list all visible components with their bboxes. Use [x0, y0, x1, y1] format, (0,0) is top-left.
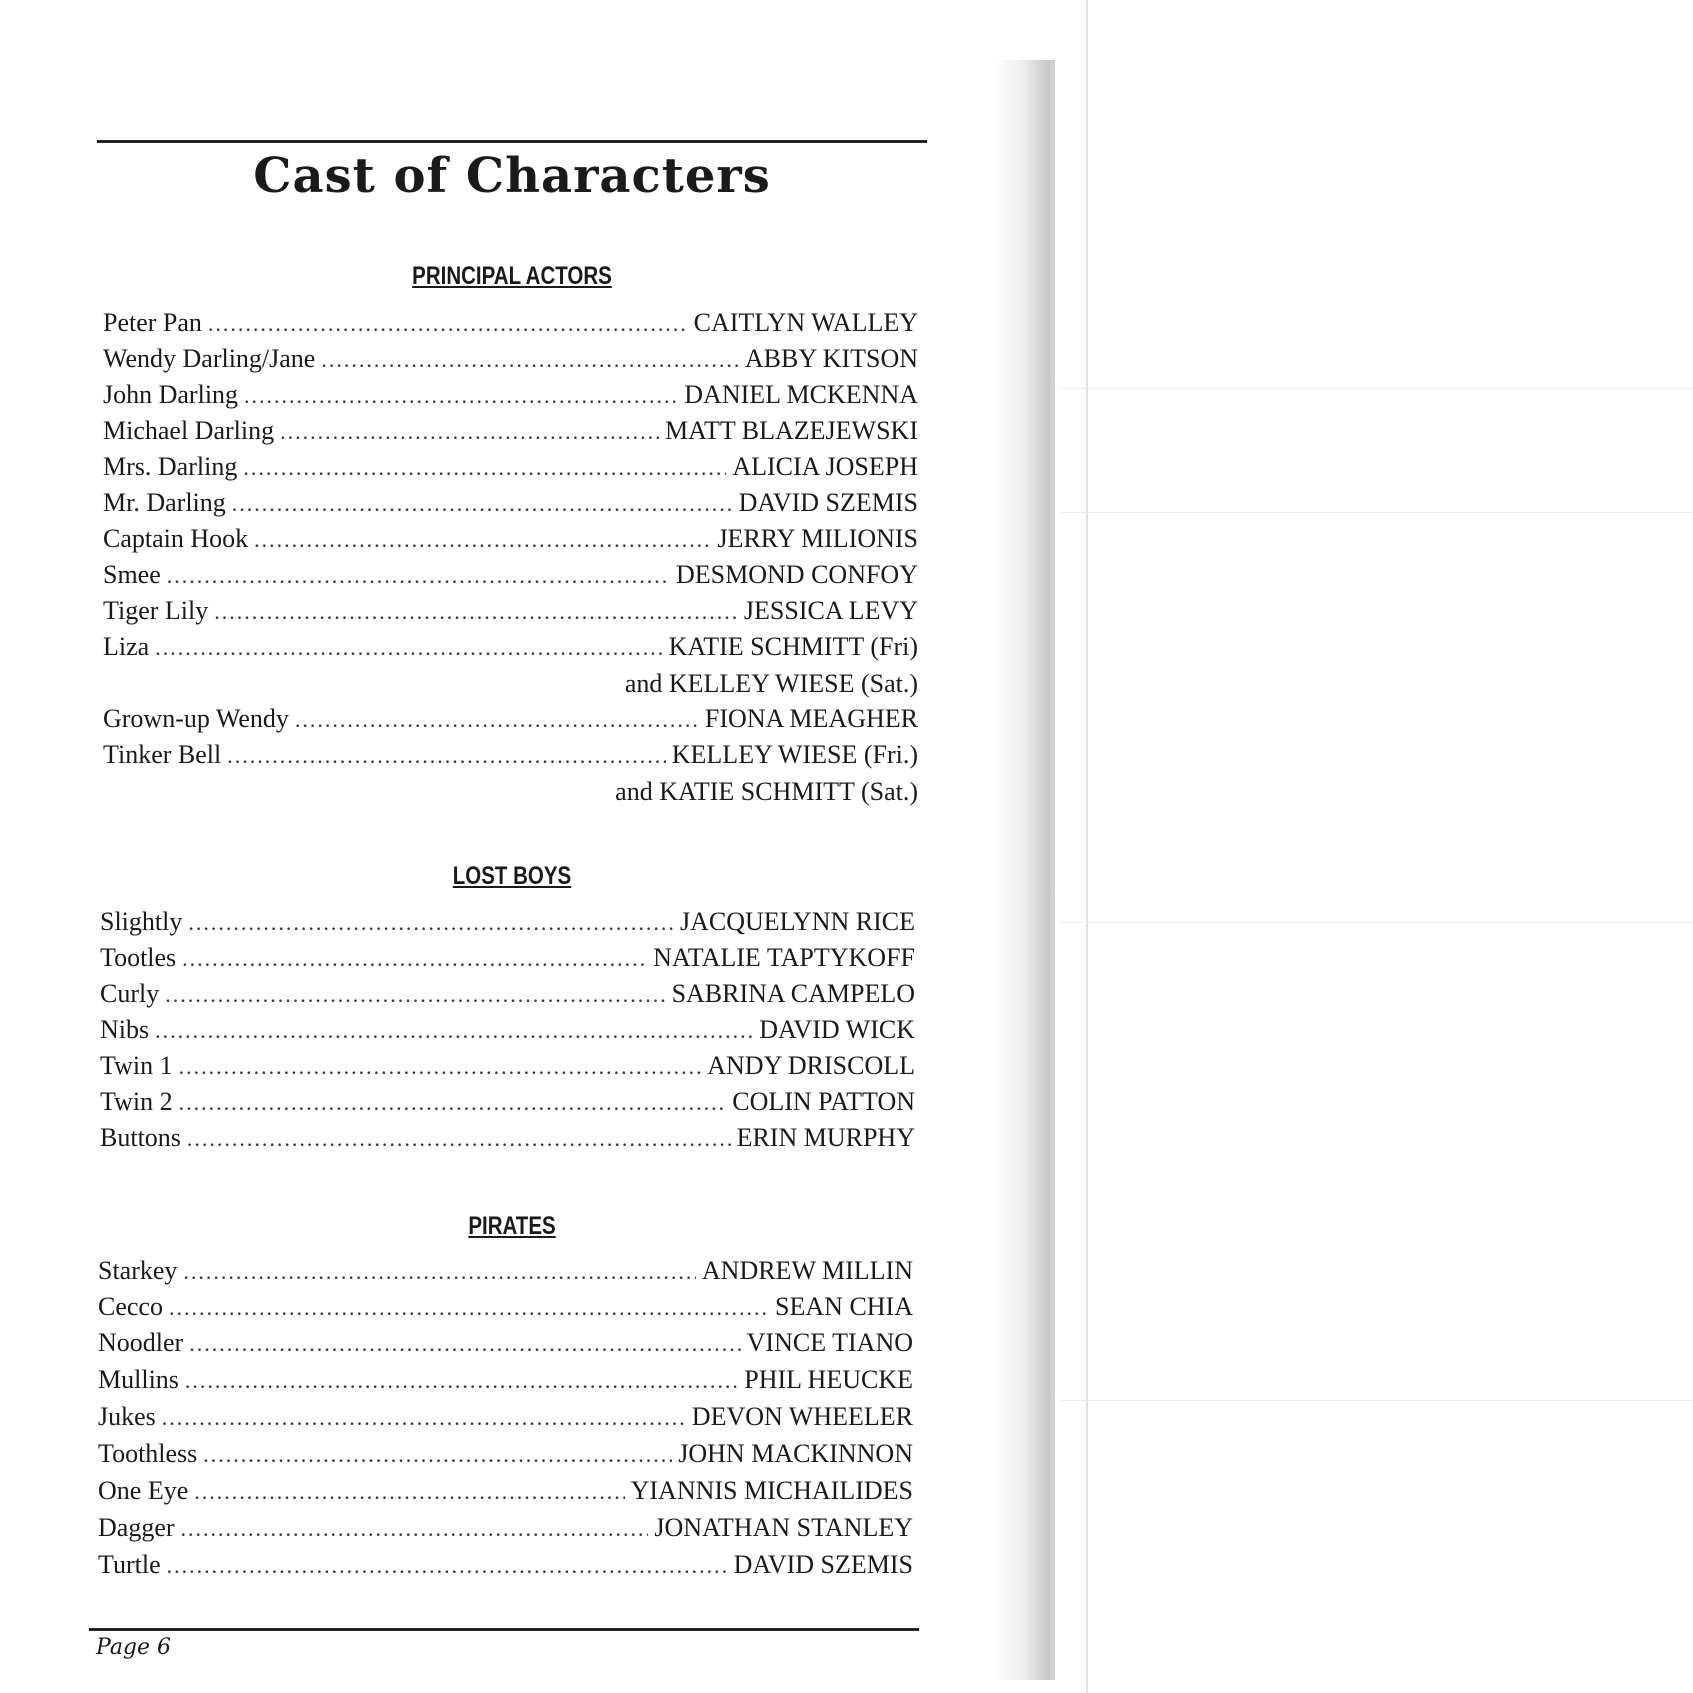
cast-row: [98, 1550, 913, 1586]
actor-name: NATALIE TAPTYKOFF: [653, 943, 915, 972]
dot-leader: [208, 311, 688, 337]
dot-leader: [167, 563, 670, 589]
role-name: Cecco: [98, 1292, 163, 1321]
faint-scan-line: [1060, 1400, 1693, 1401]
role-name: Turtle: [98, 1550, 161, 1579]
cast-row: [98, 1328, 913, 1364]
dot-leader: [169, 1295, 769, 1321]
role-name: Wendy Darling/Jane: [103, 344, 316, 373]
actor-name: JESSICA LEVY: [743, 596, 918, 625]
dot-leader: [295, 707, 699, 733]
dot-leader: [183, 1259, 695, 1285]
role-name: Tiger Lily: [103, 596, 209, 625]
cast-row: [100, 979, 915, 1015]
dot-leader: [165, 982, 665, 1008]
actor-name: JACQUELYNN RICE: [679, 907, 915, 936]
role-name: Liza: [103, 632, 150, 661]
actor-name: KATIE SCHMITT (Fri): [668, 632, 918, 661]
cast-row: [103, 452, 918, 488]
cast-row: [103, 344, 918, 380]
actor-name: JONATHAN STANLEY: [654, 1513, 913, 1542]
role-name: Mullins: [98, 1365, 179, 1394]
actor-name: SABRINA CAMPELO: [671, 979, 915, 1008]
page-title: Cast of Characters: [253, 148, 771, 204]
dot-leader: [155, 635, 662, 661]
role-name: Twin 2: [100, 1087, 173, 1116]
cast-row: [100, 907, 915, 943]
role-name: Curly: [100, 979, 160, 1008]
dot-leader: [321, 347, 739, 373]
dot-leader: [254, 527, 711, 553]
cast-row: [100, 1123, 915, 1159]
cast-row: [103, 416, 918, 452]
actor-name: ANDY DRISCOLL: [707, 1051, 915, 1080]
actor-name: COLIN PATTON: [732, 1087, 915, 1116]
actor-name: DEVON WHEELER: [691, 1402, 913, 1431]
page-number: Page 6: [96, 1635, 172, 1660]
cast-row: [100, 1087, 915, 1123]
cast-row: [103, 560, 918, 596]
actor-name: VINCE TIANO: [746, 1328, 913, 1357]
cast-row: [98, 1439, 913, 1475]
faint-scan-line: [1060, 512, 1693, 513]
top-rule: [97, 140, 927, 143]
actor-name: JERRY MILIONIS: [717, 524, 918, 553]
actor-name: YIANNIS MICHAILIDES: [630, 1476, 913, 1505]
cast-row: [100, 1015, 915, 1051]
page-fold-shadow: [995, 60, 1055, 1680]
role-name: Starkey: [98, 1256, 178, 1285]
actor-name: ANDREW MILLIN: [701, 1256, 913, 1285]
actor-continuation: and KELLEY WIESE (Sat.): [624, 669, 918, 698]
role-name: Captain Hook: [103, 524, 249, 553]
dot-leader: [187, 1126, 731, 1152]
actor-name: MATT BLAZEJEWSKI: [664, 416, 918, 445]
dot-leader: [181, 1516, 649, 1542]
section-heading-principal-actors: PRINCIPAL ACTORS: [412, 262, 612, 290]
actor-name: DAVID WICK: [759, 1015, 915, 1044]
actor-name: DAVID SZEMIS: [738, 488, 918, 517]
actor-name: DAVID SZEMIS: [733, 1550, 913, 1579]
cast-row: [103, 740, 918, 776]
dot-leader: [179, 1054, 702, 1080]
cast-row: [98, 1292, 913, 1328]
actor-name: SEAN CHIA: [775, 1292, 913, 1321]
role-name: Michael Darling: [103, 416, 275, 445]
dot-leader: [188, 910, 674, 936]
cast-row: [98, 1513, 913, 1549]
role-name: Mrs. Darling: [103, 452, 238, 481]
cast-row: [103, 596, 918, 632]
actor-name: DESMOND CONFOY: [676, 560, 918, 589]
role-name: Peter Pan: [103, 308, 202, 337]
faint-scan-line: [1060, 388, 1693, 389]
cast-row: [100, 1051, 915, 1087]
cast-row: [98, 1256, 913, 1292]
role-name: Mr. Darling: [103, 488, 226, 517]
role-name: Grown-up Wendy: [103, 704, 289, 733]
cast-row: [103, 524, 918, 560]
dot-leader: [243, 455, 726, 481]
cast-row: [98, 1476, 913, 1512]
section-heading-pirates: PIRATES: [468, 1212, 556, 1240]
actor-name: ALICIA JOSEPH: [732, 452, 918, 481]
actor-name: CAITLYN WALLEY: [693, 308, 918, 337]
dot-leader: [194, 1479, 624, 1505]
dot-leader: [182, 946, 647, 972]
faint-scan-line: [1060, 922, 1693, 923]
cast-row: [100, 943, 915, 979]
dot-leader: [203, 1442, 672, 1468]
dot-leader: [185, 1368, 738, 1394]
cast-row: [103, 488, 918, 524]
actor-continuation: and KATIE SCHMITT (Sat.): [615, 777, 918, 806]
dot-leader: [232, 491, 733, 517]
dot-leader: [227, 743, 666, 769]
dot-leader: [167, 1553, 728, 1579]
page-edge: [1052, 60, 1055, 1680]
dot-leader: [162, 1405, 686, 1431]
role-name: Dagger: [98, 1513, 175, 1542]
role-name: Nibs: [100, 1015, 150, 1044]
actor-name: ERIN MURPHY: [736, 1123, 915, 1152]
cast-row: [103, 632, 918, 668]
role-name: Slightly: [100, 907, 183, 936]
cast-row: [103, 704, 918, 740]
role-name: Noodler: [98, 1328, 184, 1357]
role-name: One Eye: [98, 1476, 189, 1505]
role-name: Tinker Bell: [103, 740, 222, 769]
role-name: John Darling: [103, 380, 239, 409]
dot-leader: [244, 383, 678, 409]
actor-name: JOHN MACKINNON: [678, 1439, 913, 1468]
role-name: Smee: [103, 560, 161, 589]
dot-leader: [179, 1090, 727, 1116]
actor-name: DANIEL MCKENNA: [684, 380, 918, 409]
dot-leader: [155, 1018, 753, 1044]
cast-row: [98, 1365, 913, 1401]
dot-leader: [189, 1331, 740, 1357]
dot-leader: [214, 599, 738, 625]
section-heading-lost-boys: LOST BOYS: [452, 862, 572, 890]
cast-row: [103, 380, 918, 416]
cast-row: [103, 308, 918, 344]
bottom-rule: [89, 1628, 919, 1631]
actor-name: PHIL HEUCKE: [744, 1365, 913, 1394]
actor-name: ABBY KITSON: [744, 344, 918, 373]
actor-name: FIONA MEAGHER: [704, 704, 918, 733]
back-page-edge: [1086, 0, 1088, 1693]
actor-name: KELLEY WIESE (Fri.): [671, 740, 918, 769]
role-name: Buttons: [100, 1123, 181, 1152]
role-name: Toothless: [98, 1439, 198, 1468]
dot-leader: [280, 419, 659, 445]
cast-row: [98, 1402, 913, 1438]
role-name: Twin 1: [100, 1051, 173, 1080]
role-name: Jukes: [98, 1402, 156, 1431]
role-name: Tootles: [100, 943, 177, 972]
